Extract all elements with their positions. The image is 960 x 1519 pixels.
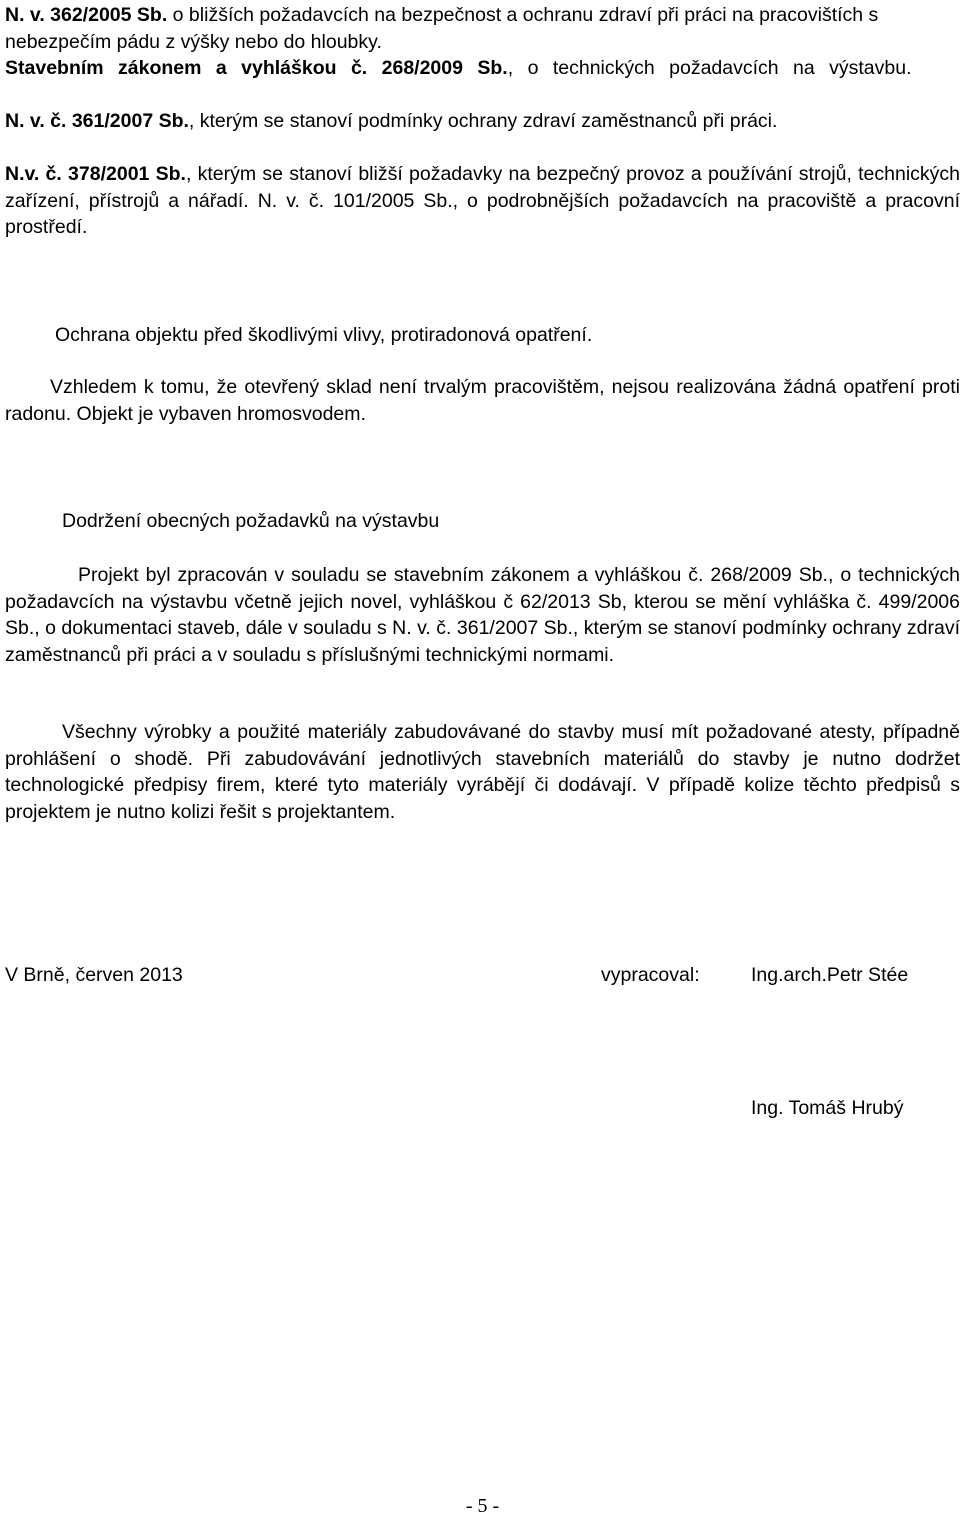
- regulation-ref: Stavebním zákonem a vyhláškou č. 268/2009 Sb.: [5, 57, 508, 79]
- page-number: - 5 -: [465, 1495, 500, 1517]
- place-date: V Brně, červen 2013: [5, 964, 183, 986]
- section-heading-radon: Ochrana objektu před škodlivými vlivy, protiradonová opatření.: [55, 324, 593, 346]
- regulation-text: , kterým se stanoví bližší požadavky na bezpečný provoz a používání strojů, technických zařízení, přístrojů a nářadí. N. v. č. 101/2005 Sb., o podrobnějších požadavcích na pracoviště a pracovní prostředí.: [5, 163, 960, 238]
- section-body-requirements-1: Projekt byl zpracován v souladu se stavebním zákonem a vyhláškou č. 268/2009 Sb., o technických požadavcích na výstavbu včetně jejich novel, vyhláškou č 62/2013 Sb, kterou se mění vyhláška č. 499/2006 Sb., o dokumentaci staveb, dále v souladu s N. v. č. 361/2007 Sb., kterým se stanoví podmínky ochrany zdraví zaměstnanců při práci a v souladu s příslušnými technickými normami.: [5, 564, 960, 666]
- regulation-text: , o technických požadavcích na výstavbu.: [507, 57, 912, 79]
- regulation-ref: N. v. 362/2005 Sb.: [5, 4, 168, 26]
- document-page: [5, 0, 960, 1519]
- author-primary: Ing.arch.Petr Stée: [751, 964, 909, 986]
- section-body-requirements-2: Všechny výrobky a použité materiály zabudovávané do stavby musí mít požadované atesty, případně prohlášení o shodě. Při zabudovávání jednotlivých stavebních materiálů do stavby je nutno dodržet technologické předpisy firem, které tyto materiály vyrábějí či dodávají. V případě kolize těchto předpisů s projektem je nutno kolizi řešit s projektantem.: [5, 721, 960, 823]
- prepared-by-label: vypracoval:: [601, 964, 700, 986]
- section-body-radon: Vzhledem k tomu, že otevřený sklad není trvalým pracovištěm, nejsou realizována žádná opatření proti radonu. Objekt je vybaven hromosvodem.: [5, 376, 960, 425]
- regulation-text: o bližších požadavcích na bezpečnost a ochranu zdraví při práci na pracovištích s nebezpečím pádu z výšky nebo do hloubky.: [5, 4, 879, 53]
- section-heading-requirements: Dodržení obecných požadavků na výstavbu: [62, 510, 440, 532]
- regulation-378-2001: [5, 161, 960, 241]
- regulation-268-2009: [5, 55, 960, 82]
- author-secondary: Ing. Tomáš Hrubý: [751, 1097, 904, 1119]
- regulation-362-2005: [5, 2, 960, 55]
- regulation-361-2007: [5, 108, 805, 135]
- regulation-text: , kterým se stanoví podmínky ochrany zdraví zaměstnanců při práci.: [188, 110, 778, 132]
- regulation-ref: N.v. č. 378/2001 Sb.: [5, 163, 186, 185]
- regulation-ref: N. v. č. 361/2007 Sb.: [5, 110, 189, 132]
